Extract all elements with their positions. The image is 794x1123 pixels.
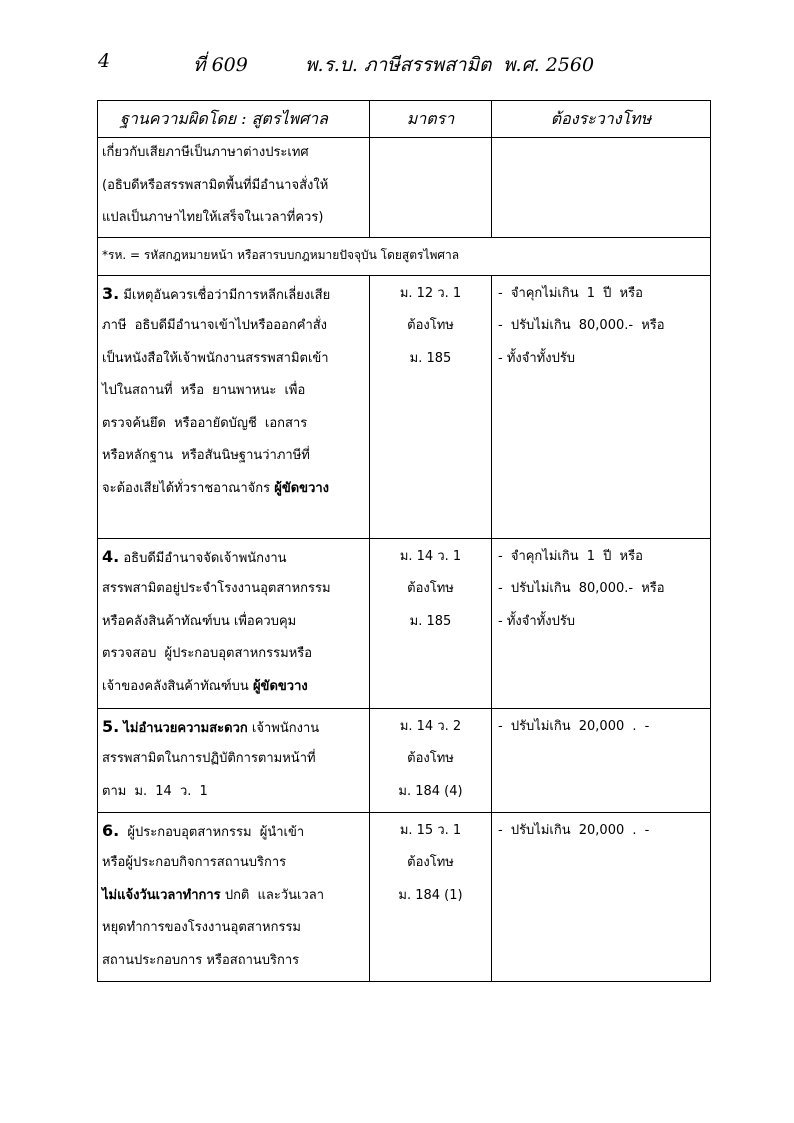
table-row [98,138,711,238]
offense-line: หรือคลังสินค้าทัณฑ์บน เพื่อควบคุม [102,613,297,629]
page-number: 4 [98,50,111,72]
offense-table [97,100,711,982]
penalty-cell [492,138,711,238]
offense-line: ตรวจค้นยึด หรืออายัดบัญชี เอกสาร [102,415,308,431]
section-line: ต้องโทษ [407,751,454,766]
penalty-cell [492,812,711,981]
section-cell [370,708,492,812]
penalty-line: - ทั้งจำทั้งปรับ [498,613,576,629]
offense-line: ภาษี อธิบดีมีอำนาจเข้าไปหรือออกคำสั่ง [102,318,328,333]
offense-keyword: ผู้ขัดขวาง [274,480,330,496]
row-number: 5. [102,716,120,736]
penalty-line: - ทั้งจำทั้งปรับ [498,350,576,366]
offense-line: จะต้องเสียได้ทั่วราชอาณาจักร [102,480,271,496]
table-row [98,538,711,708]
section-cell [370,538,492,708]
header-section: มาตรา [370,101,492,138]
offense-line: แปลเป็นภาษาไทยให้เสร็จในเวลาที่ควร) [102,210,324,225]
penalty-line: - ปรับไม่เกิน 20,000 . - [498,718,650,734]
offense-keyword: ผู้ขัดขวาง [252,678,308,694]
section-cell [370,275,492,538]
section-line: ม. 184 (1) [398,887,463,903]
section-cell [370,812,492,981]
offense-line: สถานประกอบการ หรือสถานบริการ [102,952,300,968]
section-cell [370,138,492,238]
offense-line: อธิบดีมีอำนาจจัดเจ้าพนักงาน [123,550,287,566]
section-line: ม. 14 ว. 2 [399,718,462,734]
penalty-line: - จำคุกไม่เกิน 1 ปี หรือ [498,285,643,301]
offense-line: ไปในสถานที่ หรือ ยานพาหนะ เพื่อ [102,383,306,398]
offense-line: เจ้าของคลังสินค้าทัณฑ์บน [102,678,249,694]
offense-keyword: ไม่แจ้งวันเวลาทำการ [102,887,221,903]
offense-line: หรือผู้ประกอบกิจการสถานบริการ [102,855,287,870]
document-number: ที่ 609 [193,54,248,76]
offense-line: เกี่ยวกับเสียภาษีเป็นภาษาต่างประเทศ [102,145,309,160]
section-line: ม. 184 (4) [398,783,463,799]
row-number: 4. [102,546,120,566]
offense-cell [98,812,370,981]
section-line: ม. 12 ว. 1 [399,285,462,301]
penalty-line: - ปรับไม่เกิน 80,000.- หรือ [498,318,665,333]
offense-line: (อธิบดีหรือสรรพสามิตพื้นที่มีอำนาจสั่งให้ [102,177,329,193]
section-line: ต้องโทษ [407,855,454,870]
footnote: *รห. = รหัสกฎหมายหน้า หรือสารบบกฎหมายปัจจุบัน โดยสูตรไพศาล [98,237,711,275]
section-line: ต้องโทษ [407,581,454,596]
offense-cell [98,138,370,238]
document-year: พ.ศ. 2560 [503,54,595,76]
offense-cell [98,708,370,812]
offense-line: สรรพสามิตในการปฏิบัติการตามหน้าที่ [102,751,316,766]
footnote-row [98,237,711,275]
offense-line: ตาม ม. 14 ว. 1 [102,783,208,799]
offense-line: มีเหตุอันควรเชื่อว่ามีการหลีกเลี่ยงเสีย [123,287,331,303]
offense-line: หยุดทำการของโรงงานอุตสาหกรรม [102,920,301,935]
penalty-cell [492,275,711,538]
row-number: 6. [102,820,120,840]
offense-line: ตรวจสอบ ผู้ประกอบอุตสาหกรรมหรือ [102,646,313,661]
section-line: ต้องโทษ [407,318,454,333]
offense-line: หรือหลักฐาน หรือสันนิษฐานว่าภาษีที่ [102,448,310,463]
section-line: ม. 185 [409,613,452,629]
penalty-cell [492,708,711,812]
section-line: ม. 14 ว. 1 [399,548,462,564]
offense-line: ผู้ประกอบอุตสาหกรรม ผู้นำเข้า [127,824,305,840]
offense-line: เป็นหนังสือให้เจ้าพนักงานสรรพสามิตเข้า [102,350,329,366]
document-title: พ.ร.บ. ภาษีสรรพสามิต [305,54,492,76]
offense-line: ปกติ และวันเวลา [224,887,325,903]
penalty-line: - ปรับไม่เกิน 20,000 . - [498,822,650,838]
table-row [98,708,711,812]
table-header-row [98,101,711,138]
penalty-line: - จำคุกไม่เกิน 1 ปี หรือ [498,548,643,564]
header-offense: ฐานความผิดโดย : สูตรไพศาล [98,101,370,138]
offense-line: เจ้าพนักงาน [251,720,320,736]
offense-keyword: ไม่อำนวยความสะดวก [123,720,248,736]
offense-cell [98,275,370,538]
table-row [98,275,711,538]
penalty-line: - ปรับไม่เกิน 80,000.- หรือ [498,581,665,596]
offense-line: สรรพสามิตอยู่ประจำโรงงานอุตสาหกรรม [102,581,331,596]
table-row [98,812,711,981]
header-penalty: ต้องระวางโทษ [492,101,711,138]
section-line: ม. 185 [409,350,452,366]
offense-cell [98,538,370,708]
penalty-cell [492,538,711,708]
row-number: 3. [102,283,120,303]
section-line: ม. 15 ว. 1 [399,822,462,838]
